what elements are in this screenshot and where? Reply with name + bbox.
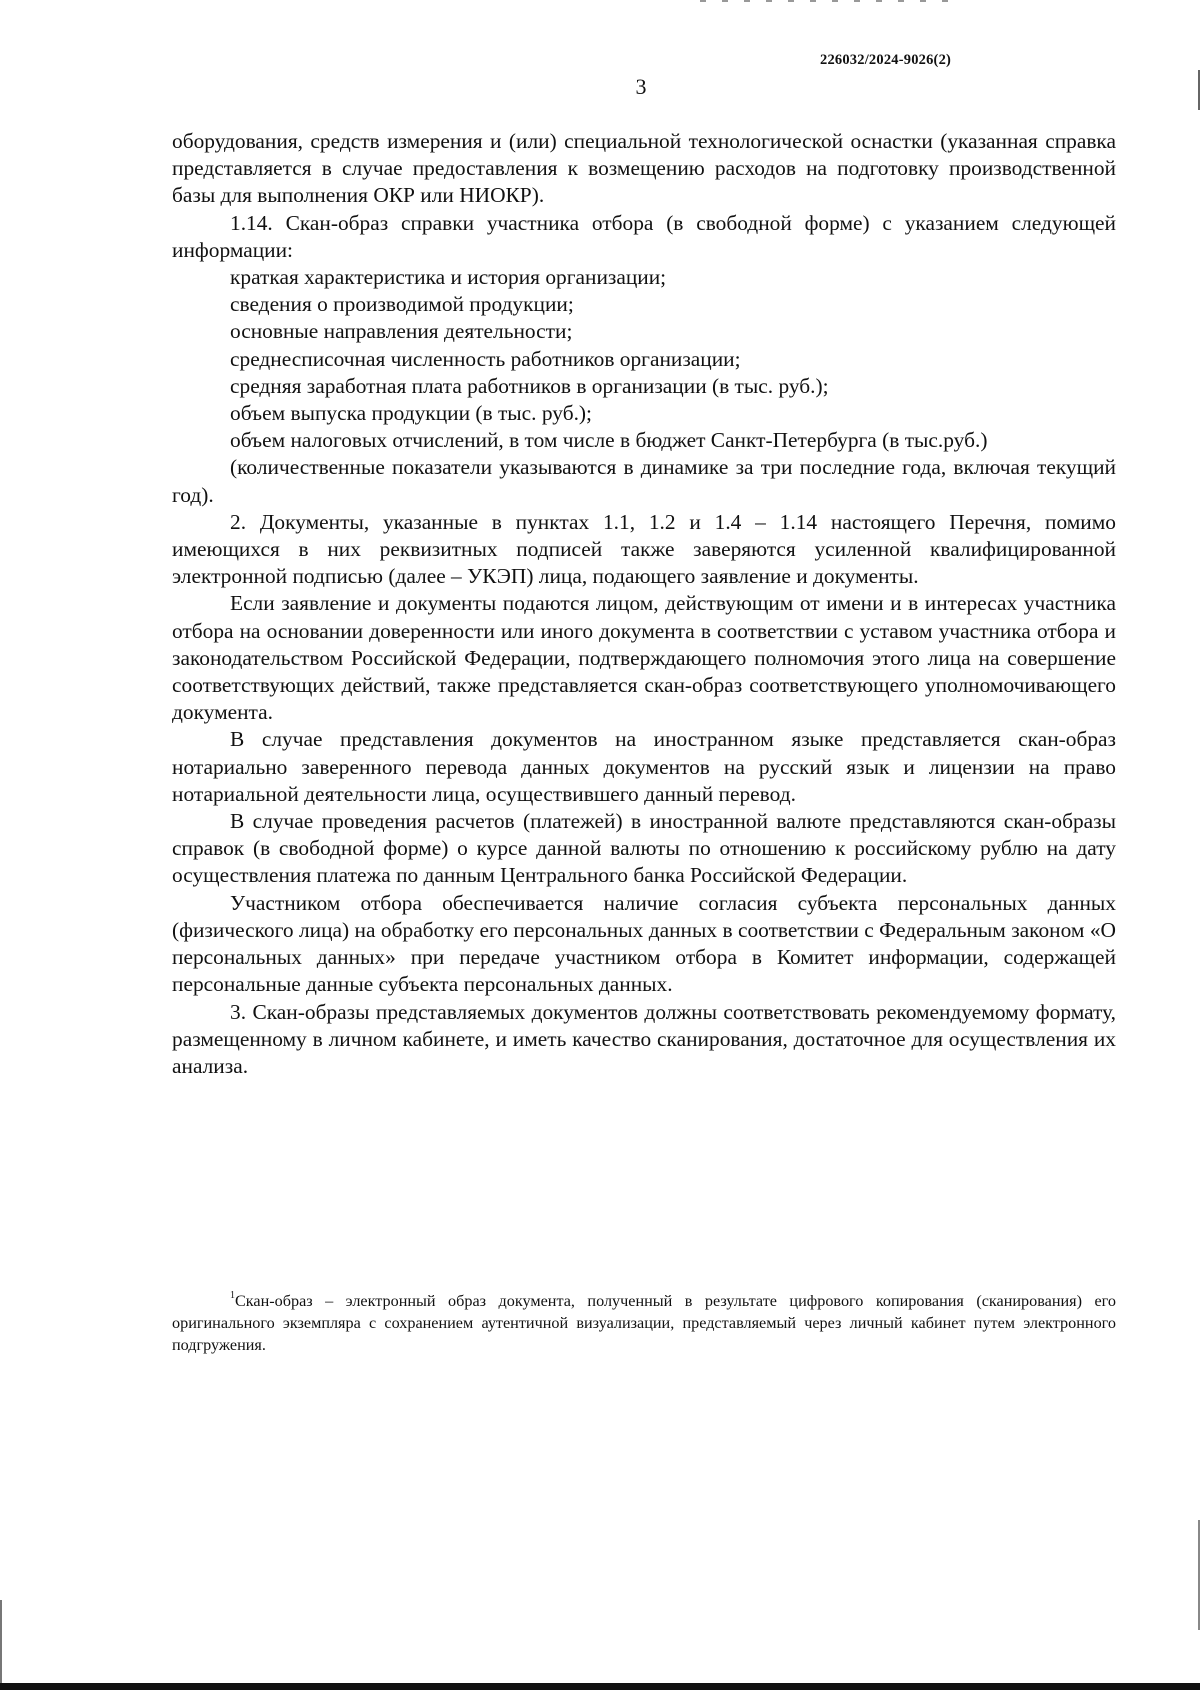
list-item: краткая характеристика и история организации; [230,265,667,290]
list-item: среднесписочная численность работников организации; [230,346,741,371]
paragraph: 2. Документы, указанные в пунктах 1.1, 1.2 и 1.4 – 1.14 настоящего Перечня, помимо имеющихся в них реквизитных подписей также заверяются усиленной квалифицированной электронной подписью (далее – УКЭП) лица, подающего заявление и документы. [172,509,1116,589]
footnote-text: Скан-образ – электронный образ документа, полученный в результате цифрового копирования (сканирования) его оригинального экземпляра с сохранением аутентичной визуализации, представляемый через личный кабинет путем электронного подгружения. [172,1292,1116,1354]
paragraph: 3. Скан-образы представляемых документов должны соответствовать рекомендуемому формату, размещенному в личном кабинете, и иметь качество сканирования, достаточное для осуществления их анализа. [172,999,1116,1078]
paragraph: Если заявление и документы подаются лицом, действующим от имени и в интересах участника отбора на основании доверенности или иного документа в соответствии с уставом участника отбора и законодательством Российской Федерации, подтверждающего полномочия этого лица на совершение соответствующих действий, также представляется скан-образ соответствующего уполномочивающего документа. [172,591,1116,725]
footnote-marker: 1 [230,1290,235,1301]
document-body [172,128,1116,1080]
paragraph: (количественные показатели указываются в динамике за три последние года, включая текущий год). [172,455,1116,507]
list-item: основные направления деятельности; [230,319,573,344]
paragraph: В случае представления документов на иностранном языке представляется скан-образ нотариально заверенного перевода данных документов на русский язык и лицензии на право нотариальной деятельности лица, осуществившего данный перевод. [172,727,1116,806]
paragraph: 1.14. Скан-образ справки участника отбора (в свободной форме) с указанием следующей информации: [172,210,1116,262]
scan-artifact-top [700,0,960,2]
list-item: объем выпуска продукции (в тыс. руб.); [230,401,592,426]
scan-artifact-bottom-edge [0,1683,1200,1690]
footnote [172,1290,1116,1356]
page-number: 3 [635,74,647,99]
document-number: 226032/2024-9026(2) [820,52,952,68]
paragraph: В случае проведения расчетов (платежей) в иностранной валюте представляются скан-образы справок (в свободной форме) о курсе данной валюты по отношению к российскому рублю на дату осуществления платежа по данным Центрального банка Российской Федерации. [172,809,1116,888]
list-item: объем налоговых отчислений, в том числе в бюджет Санкт-Петербурга (в тыс.руб.) [230,428,988,453]
scan-artifact-left [0,1600,2,1690]
paragraph: оборудования, средств измерения и (или) специальной технологической оснастки (указанная справка представляется в случае предоставления к возмещению расходов на подготовку производственной базы для выполнения ОКР или НИОКР). [172,129,1116,208]
paragraph: Участником отбора обеспечивается наличие согласия субъекта персональных данных (физического лица) на обработку его персональных данных в соответствии с Федеральным законом «О персональных данных» при передаче участником отбора в Комитет информации, содержащей персональные данные субъекта персональных данных. [172,890,1116,997]
list-item: средняя заработная плата работников в организации (в тыс. руб.); [230,373,829,398]
list-item: сведения о производимой продукции; [230,292,574,317]
